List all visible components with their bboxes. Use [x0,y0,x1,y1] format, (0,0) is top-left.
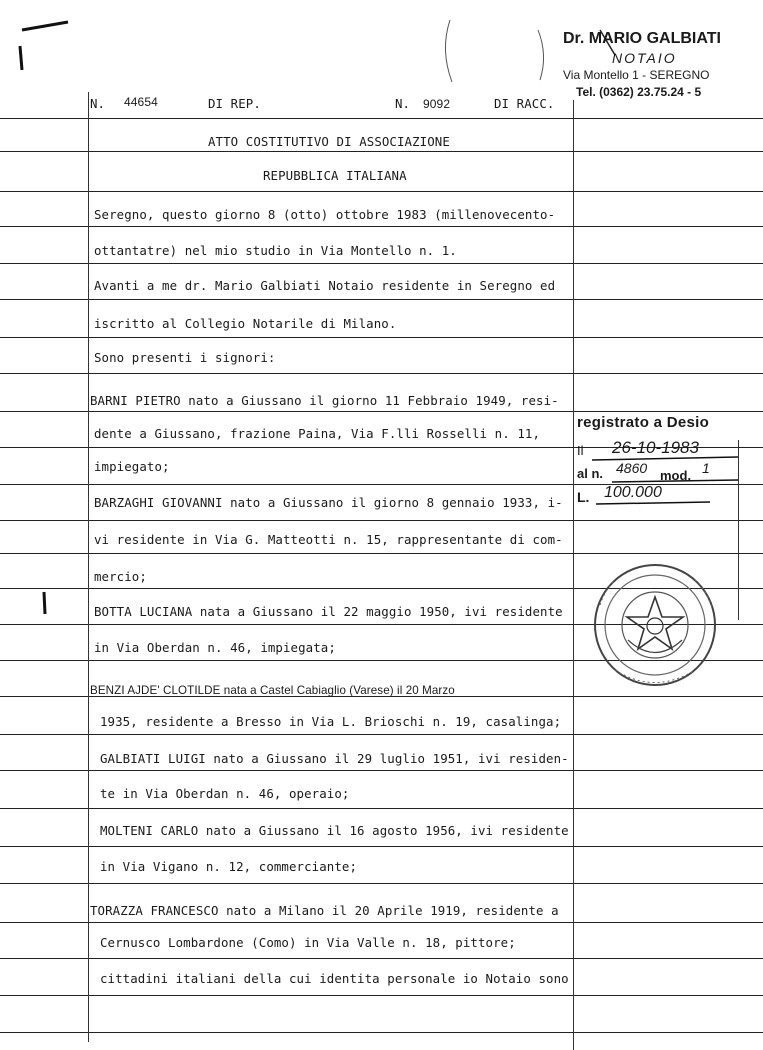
body-line: ottantatre) nel mio studio in Via Montello n. 1. [94,243,457,258]
body-line: dente a Giussano, frazione Paina, Via F.lli Rosselli n. 11, [94,426,541,441]
body-line: BARNI PIETRO nato a Giussano il giorno 11 Febbraio 1949, resi- [90,393,559,408]
rep-suffix: DI REP. [208,96,261,111]
seal-emblem [595,565,715,685]
body-line: Cernusco Lombardone (Como) in Via Valle n. 18, pittore; [100,935,516,950]
body-line: in Via Oberdan n. 46, impiegata; [94,640,336,655]
registration-number-prefix: al n. [577,466,604,481]
racc-label: N. [395,96,411,111]
rep-number: 44654 [124,95,158,109]
deed-title: ATTO COSTITUTIVO DI ASSOCIAZIONE [208,134,450,149]
body-line: mercio; [94,569,147,584]
body-line: BARZAGHI GIOVANNI nato a Giussano il giorno 8 gennaio 1933, i- [94,495,563,510]
body-line: iscritto al Collegio Notarile di Milano. [94,316,397,331]
notary-name: Dr. MARIO GALBIATI [563,30,721,47]
body-line: impiegato; [94,459,170,474]
rep-label: N. [90,96,106,111]
registration-date-prefix: Il [577,443,584,458]
racc-suffix: DI RACC. [494,96,555,111]
registration-amount: 100.000 [604,484,662,501]
body-line: in Via Vigano n. 12, commerciante; [100,859,358,874]
body-line: GALBIATI LUIGI nato a Giussano il 29 luglio 1951, ivi residen- [100,751,569,766]
registration-date: 26-10-1983 [612,438,699,457]
registration-mod: 1 [702,460,710,476]
body-line: Sono presenti i signori: [94,350,276,365]
body-line: MOLTENI CARLO nato a Giussano il 16 agosto 1956, ivi residente [100,823,569,838]
notary-title: NOTAIO [612,50,677,66]
body-line: Seregno, questo giorno 8 (otto) ottobre 1983 (millenovecento- [94,207,556,222]
body-line: BENZI AJDE' CLOTILDE nata a Castel Cabiaglio (Varese) il 20 Marzo [90,684,455,697]
body-line: vi residente in Via G. Matteotti n. 15, rappresentante di com- [94,532,563,547]
registration-mod-label: mod. [660,468,692,483]
body-line: TORAZZA FRANCESCO nato a Milano il 20 Aprile 1919, residente a [90,903,559,918]
body-line: 1935, residente a Bresso in Via L. Brioschi n. 19, casalinga; [100,714,562,729]
body-line: BOTTA LUCIANA nata a Giussano il 22 maggio 1950, ivi residente [94,604,563,619]
notary-phone: Tel. (0362) 23.75.24 - 5 [576,85,702,99]
registration-amount-prefix: L. [577,489,590,505]
body-line: te in Via Oberdan n. 46, operaio; [100,786,350,801]
registration-heading: registrato a Desio [577,414,710,431]
republic-title: REPUBBLICA ITALIANA [263,168,407,183]
notary-address: Via Montello 1 - SEREGNO [563,68,710,82]
racc-number: 9092 [423,97,451,111]
registration-number: 4860 [616,460,648,476]
body-line: cittadini italiani della cui identita personale io Notaio sono [100,971,569,986]
body-line: Avanti a me dr. Mario Galbiati Notaio residente in Seregno ed [94,278,556,293]
